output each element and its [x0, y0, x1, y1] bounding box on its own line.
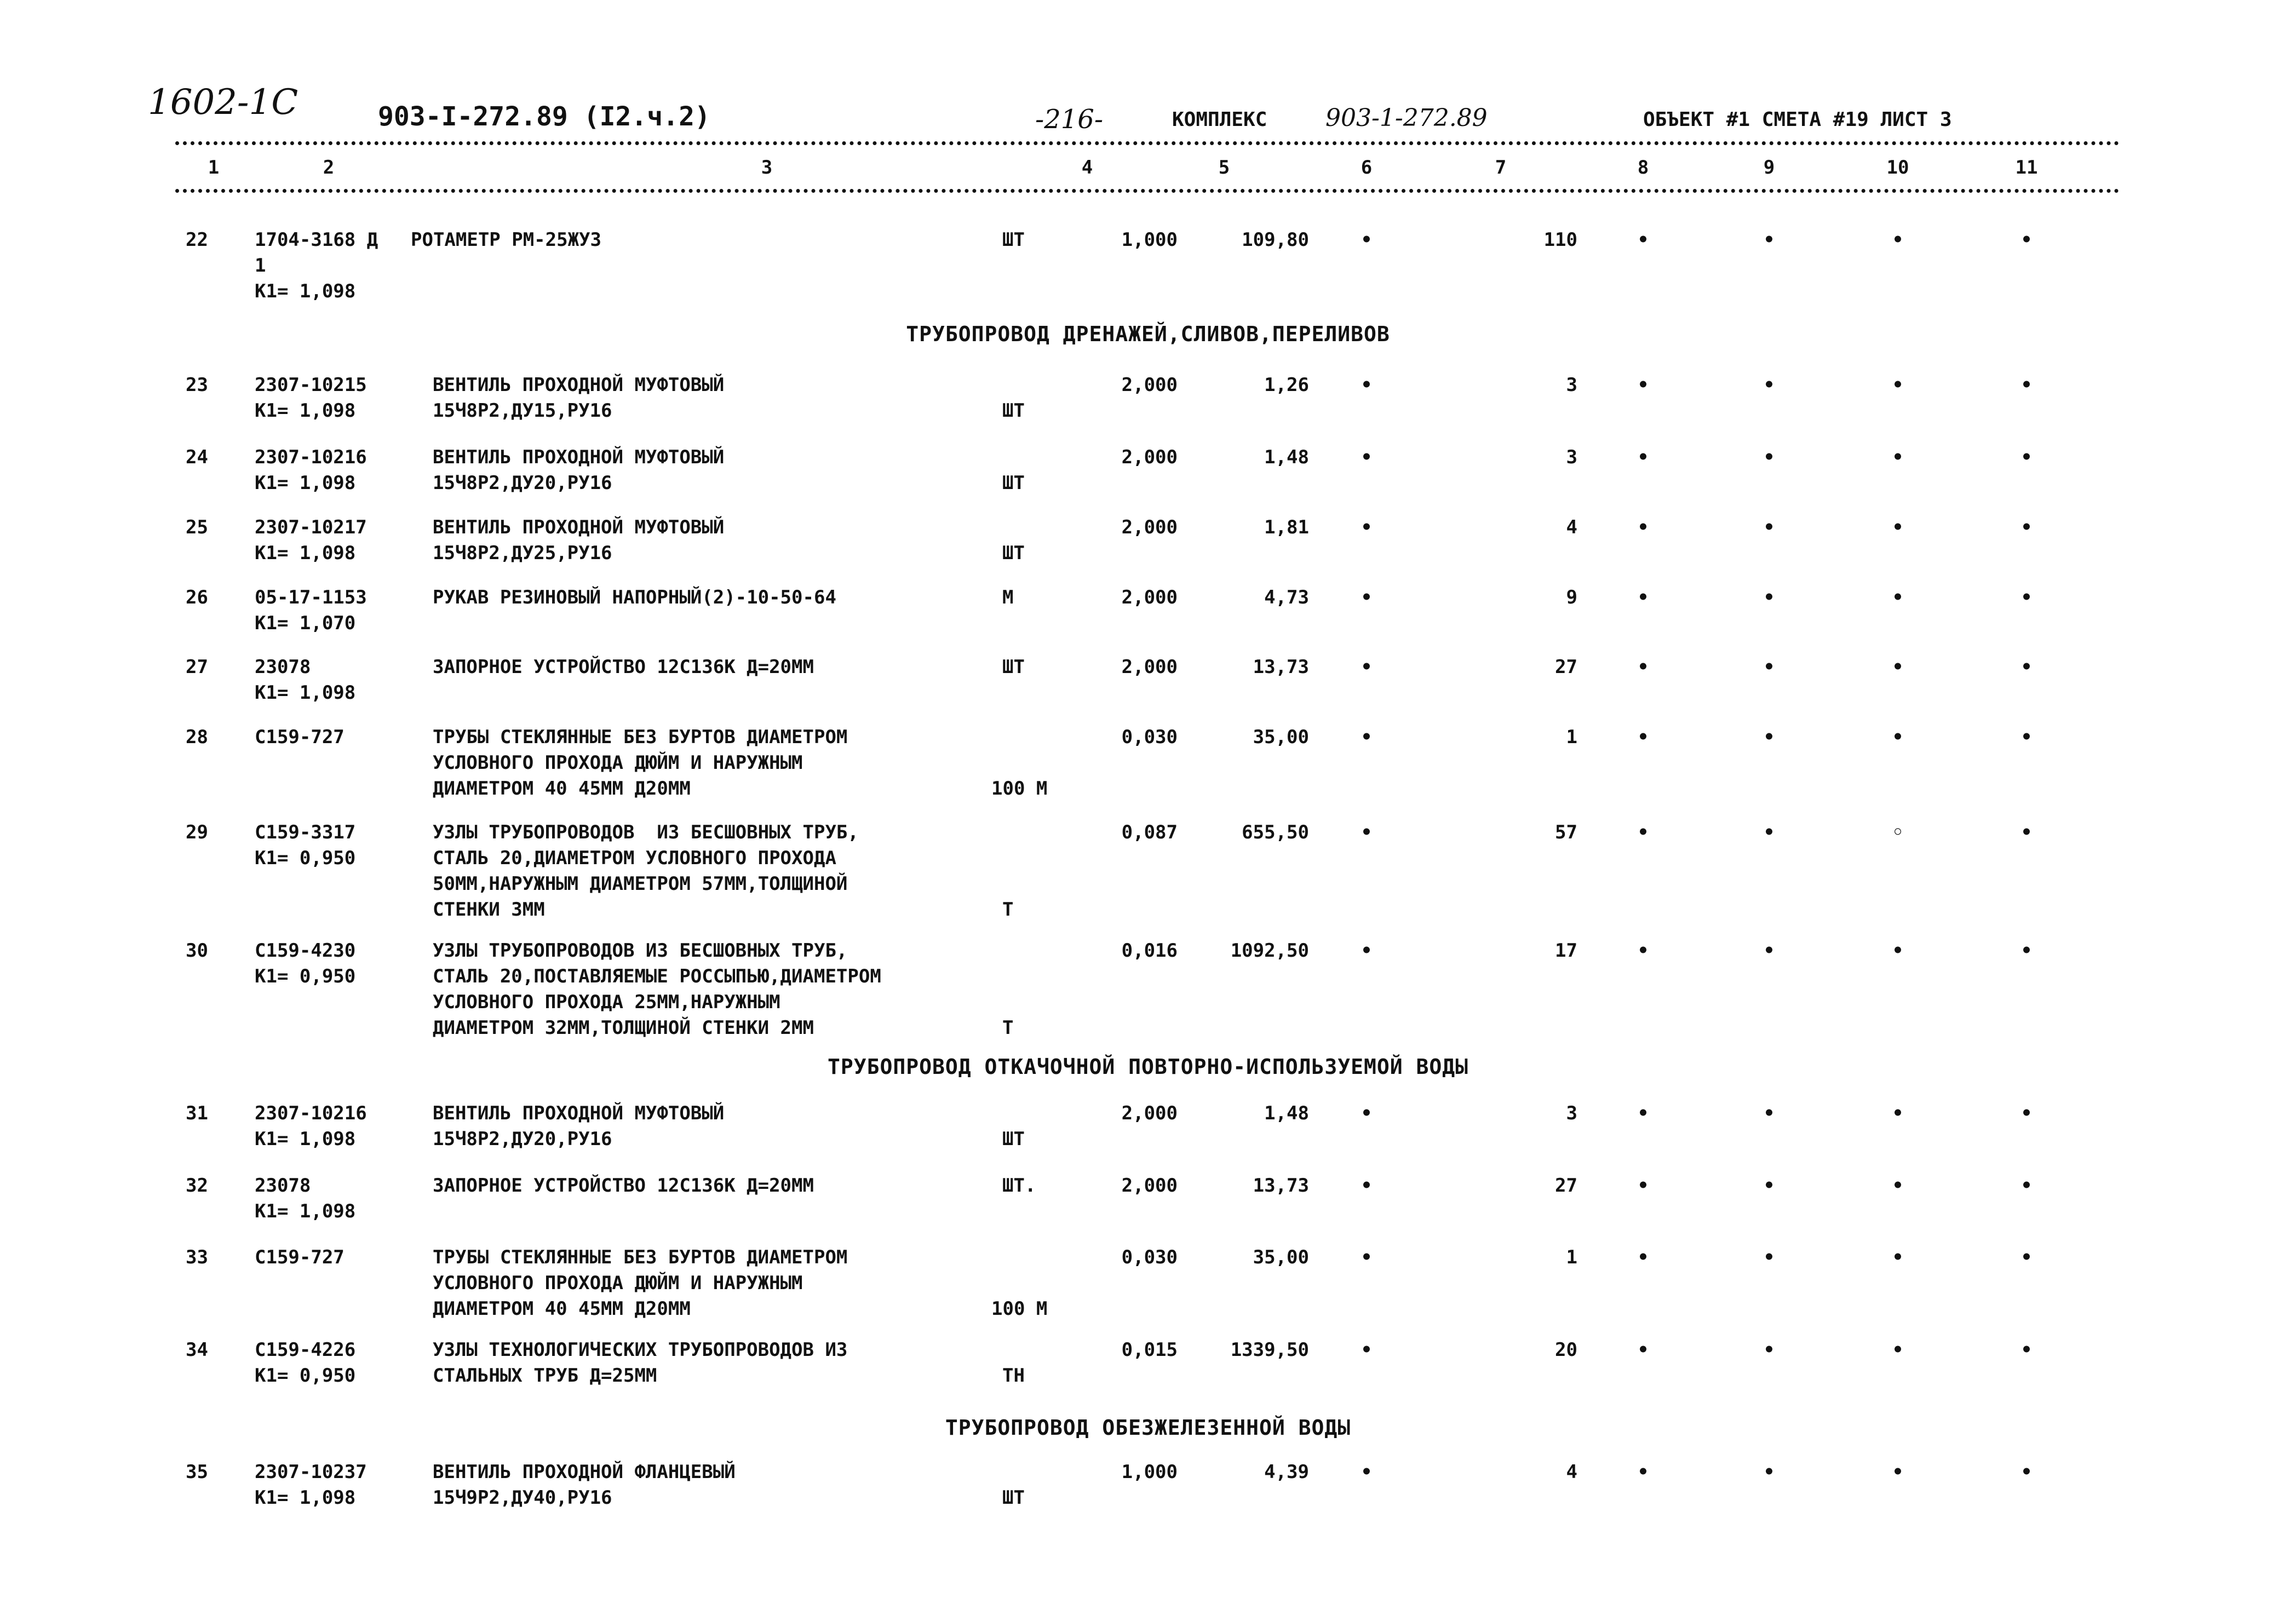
col-9-value: • — [1763, 1102, 1775, 1124]
description-line: ВЕНТИЛЬ ПРОХОДНОЙ МУФТОВЫЙ — [433, 446, 725, 468]
column-header: 8 — [1637, 157, 1649, 179]
position-code: 2307-10237 — [255, 1461, 367, 1483]
complex-code: 903-1-272.89 — [1325, 104, 1488, 132]
col-7-value: 3 — [1566, 1102, 1577, 1124]
col-7-value: 20 — [1555, 1339, 1577, 1361]
col-6-value: • — [1361, 1246, 1373, 1268]
position-code: С159-727 — [255, 726, 345, 748]
quantity: 1,000 — [1121, 229, 1178, 251]
coefficient: К1= 1,098 — [255, 280, 356, 302]
col-10-value: • — [1892, 1339, 1904, 1361]
col-6-value: • — [1361, 1461, 1373, 1483]
column-header: 5 — [1218, 157, 1230, 179]
unit: ШТ. — [1002, 1175, 1036, 1197]
document-code: 903-I-272.89 (I2.ч.2) — [378, 101, 710, 132]
quantity: 2,000 — [1121, 374, 1178, 396]
unit-price: 1,81 — [1264, 516, 1309, 538]
col-10-value: • — [1892, 656, 1904, 678]
col-10-value: • — [1892, 446, 1904, 468]
col-8-value: • — [1637, 446, 1649, 468]
position-code: 2307-10216 — [255, 446, 367, 468]
position-code: 2307-10216 — [255, 1102, 367, 1124]
unit-price: 4,73 — [1264, 587, 1309, 608]
unit: М — [1002, 587, 1014, 608]
col-9-value: • — [1763, 516, 1775, 538]
col-8-value: • — [1637, 1246, 1649, 1268]
col-11-value: • — [2021, 1102, 2033, 1124]
row-number: 31 — [186, 1102, 208, 1124]
col-6-value: • — [1361, 446, 1373, 468]
col-9-value: • — [1763, 656, 1775, 678]
column-header: 4 — [1081, 157, 1093, 179]
description-line: 15Ч8Р2,ДУ15,РУ16 — [433, 400, 612, 422]
description-line: УСЛОВНОГО ПРОХОДА ДЮЙМ И НАРУЖНЫМ — [433, 752, 803, 774]
col-8-value: • — [1637, 1102, 1649, 1124]
row-number: 22 — [186, 229, 208, 251]
col-8-value: • — [1637, 940, 1649, 962]
complex-label: КОМПЛЕКС — [1172, 108, 1267, 131]
unit: ШТ — [1002, 1487, 1025, 1509]
quantity: 2,000 — [1121, 516, 1178, 538]
coefficient: К1= 0,950 — [255, 847, 356, 869]
col-8-value: • — [1637, 656, 1649, 678]
column-header: 11 — [2015, 157, 2038, 179]
unit: ШТ — [1002, 656, 1025, 678]
header-rule-top — [175, 141, 2120, 145]
col-6-value: • — [1361, 1102, 1373, 1124]
col-10-value: • — [1892, 1175, 1904, 1197]
position-code: С159-3317 — [255, 821, 356, 843]
col-8-value: • — [1637, 587, 1649, 608]
position-code: 2307-10215 — [255, 374, 367, 396]
row-number: 24 — [186, 446, 208, 468]
col-10-value: ◦ — [1892, 821, 1904, 843]
description-line: СТЕНКИ 3ММ — [433, 899, 545, 921]
unit-price: 35,00 — [1253, 1246, 1309, 1268]
description-line: ВЕНТИЛЬ ПРОХОДНОЙ МУФТОВЫЙ — [433, 516, 725, 538]
col-11-value: • — [2021, 229, 2033, 251]
coefficient: К1= 0,950 — [255, 1365, 356, 1387]
description-line: 15Ч8Р2,ДУ20,РУ16 — [433, 472, 612, 494]
description-line: СТАЛЬНЫХ ТРУБ Д=25ММ — [433, 1365, 657, 1387]
section-heading-recycled-water: ТРУБОПРОВОД ОТКАЧОЧНОЙ ПОВТОРНО-ИСПОЛЬЗУЕМОЙ ВОДЫ — [827, 1055, 1469, 1079]
col-6-value: • — [1361, 587, 1373, 608]
unit-price: 13,73 — [1253, 1175, 1309, 1197]
description-line: УСЛОВНОГО ПРОХОДА 25ММ,НАРУЖНЫМ — [433, 991, 780, 1013]
col-10-value: • — [1892, 1102, 1904, 1124]
col-9-value: • — [1763, 940, 1775, 962]
description-line: УСЛОВНОГО ПРОХОДА ДЮЙМ И НАРУЖНЫМ — [433, 1272, 803, 1294]
coefficient: К1= 0,950 — [255, 965, 356, 987]
description-line: СТАЛЬ 20,ДИАМЕТРОМ УСЛОВНОГО ПРОХОДА — [433, 847, 836, 869]
col-9-value: • — [1763, 1246, 1775, 1268]
column-header: 6 — [1361, 157, 1373, 179]
coefficient: К1= 1,098 — [255, 472, 356, 494]
description-line: УЗЛЫ ТРУБОПРОВОДОВ ИЗ БЕСШОВНЫХ ТРУБ, — [433, 821, 859, 843]
row-number: 23 — [186, 374, 208, 396]
column-header: 7 — [1495, 157, 1507, 179]
unit-price: 1339,50 — [1230, 1339, 1309, 1361]
header-rule-bottom — [175, 189, 2120, 193]
quantity: 1,000 — [1121, 1461, 1178, 1483]
col-8-value: • — [1637, 821, 1649, 843]
position-code: 05-17-1153 — [255, 587, 367, 608]
description-line: СТАЛЬ 20,ПОСТАВЛЯЕМЫЕ РОССЫПЬЮ,ДИАМЕТРОМ — [433, 965, 881, 987]
unit-price: 4,39 — [1264, 1461, 1309, 1483]
unit: ТН — [1002, 1365, 1025, 1387]
col-8-value: • — [1637, 229, 1649, 251]
unit: ШТ — [1002, 542, 1025, 564]
col-9-value: • — [1763, 374, 1775, 396]
col-11-value: • — [2021, 587, 2033, 608]
position-code: 23078 — [255, 656, 311, 678]
col-11-value: • — [2021, 1461, 2033, 1483]
col-11-value: • — [2021, 446, 2033, 468]
column-header: 9 — [1763, 157, 1775, 179]
col-9-value: • — [1763, 821, 1775, 843]
description-line: 15Ч9Р2,ДУ40,РУ16 — [433, 1487, 612, 1509]
description-line: ВЕНТИЛЬ ПРОХОДНОЙ МУФТОВЫЙ — [433, 1102, 725, 1124]
section-heading-deironed-water: ТРУБОПРОВОД ОБЕЗЖЕЛЕЗЕННОЙ ВОДЫ — [945, 1416, 1351, 1440]
col-9-value: • — [1763, 446, 1775, 468]
col-7-value: 27 — [1555, 1175, 1577, 1197]
row-number: 28 — [186, 726, 208, 748]
col-11-value: • — [2021, 726, 2033, 748]
object-info: ОБЪЕКТ #1 СМЕТА #19 ЛИСТ 3 — [1643, 108, 1952, 131]
quantity: 2,000 — [1121, 587, 1178, 608]
column-header: 10 — [1886, 157, 1909, 179]
quantity: 2,000 — [1121, 1175, 1178, 1197]
description-line: ДИАМЕТРОМ 40 45ММ Д20ММ — [433, 778, 691, 800]
quantity: 0,030 — [1121, 726, 1178, 748]
position-code-extra: 1 — [255, 255, 266, 277]
quantity: 2,000 — [1121, 656, 1178, 678]
column-header: 3 — [761, 157, 773, 179]
unit: ШТ — [1002, 472, 1025, 494]
column-header: 2 — [323, 157, 335, 179]
col-6-value: • — [1361, 374, 1373, 396]
col-9-value: • — [1763, 1175, 1775, 1197]
col-9-value: • — [1763, 229, 1775, 251]
col-7-value: 110 — [1543, 229, 1577, 251]
unit-price: 1,26 — [1264, 374, 1309, 396]
quantity: 2,000 — [1121, 446, 1178, 468]
description-line: УЗЛЫ ТЕХНОЛОГИЧЕСКИХ ТРУБОПРОВОДОВ ИЗ — [433, 1339, 848, 1361]
col-11-value: • — [2021, 1339, 2033, 1361]
description-line: РОТАМЕТР РМ-25ЖУ3 — [411, 229, 601, 251]
col-7-value: 3 — [1566, 374, 1577, 396]
row-number: 32 — [186, 1175, 208, 1197]
col-11-value: • — [2021, 374, 2033, 396]
col-11-value: • — [2021, 1175, 2033, 1197]
col-6-value: • — [1361, 940, 1373, 962]
col-7-value: 1 — [1566, 1246, 1577, 1268]
row-number: 26 — [186, 587, 208, 608]
col-10-value: • — [1892, 516, 1904, 538]
col-10-value: • — [1892, 1461, 1904, 1483]
unit-price: 13,73 — [1253, 656, 1309, 678]
coefficient: К1= 1,098 — [255, 1487, 356, 1509]
unit-price: 1092,50 — [1230, 940, 1309, 962]
description-line: 50ММ,НАРУЖНЫМ ДИАМЕТРОМ 57ММ,ТОЛЩИНОЙ — [433, 873, 848, 895]
col-9-value: • — [1763, 587, 1775, 608]
col-7-value: 17 — [1555, 940, 1577, 962]
description-line: ДИАМЕТРОМ 32ММ,ТОЛЩИНОЙ СТЕНКИ 2ММ — [433, 1017, 814, 1039]
column-header: 1 — [208, 157, 220, 179]
col-9-value: • — [1763, 726, 1775, 748]
coefficient: К1= 1,098 — [255, 1200, 356, 1222]
quantity: 2,000 — [1121, 1102, 1178, 1124]
description-line: ЗАПОРНОЕ УСТРОЙСТВО 12С136К Д=20ММ — [433, 1175, 814, 1197]
unit: Т — [1002, 1017, 1014, 1039]
quantity: 0,087 — [1121, 821, 1178, 843]
description-line: ТРУБЫ СТЕКЛЯННЫЕ БЕЗ БУРТОВ ДИАМЕТРОМ — [433, 726, 848, 748]
col-7-value: 4 — [1566, 516, 1577, 538]
unit: ШТ — [1002, 229, 1025, 251]
description-line: 15Ч8Р2,ДУ20,РУ16 — [433, 1128, 612, 1150]
col-10-value: • — [1892, 726, 1904, 748]
row-number: 33 — [186, 1246, 208, 1268]
description-line: РУКАВ РЕЗИНОВЫЙ НАПОРНЫЙ(2)-10-50-64 — [433, 587, 836, 608]
row-number: 34 — [186, 1339, 208, 1361]
quantity: 0,016 — [1121, 940, 1178, 962]
row-number: 35 — [186, 1461, 208, 1483]
col-7-value: 1 — [1566, 726, 1577, 748]
col-6-value: • — [1361, 726, 1373, 748]
position-code: 1704-3168 Д — [255, 229, 378, 251]
unit: 100 М — [991, 778, 1048, 800]
coefficient: К1= 1,098 — [255, 682, 356, 704]
row-number: 27 — [186, 656, 208, 678]
col-8-value: • — [1637, 726, 1649, 748]
coefficient: К1= 1,098 — [255, 542, 356, 564]
quantity: 0,015 — [1121, 1339, 1178, 1361]
col-6-value: • — [1361, 516, 1373, 538]
col-8-value: • — [1637, 1175, 1649, 1197]
col-7-value: 4 — [1566, 1461, 1577, 1483]
description-line: УЗЛЫ ТРУБОПРОВОДОВ ИЗ БЕСШОВНЫХ ТРУБ, — [433, 940, 848, 962]
position-code: 2307-10217 — [255, 516, 367, 538]
quantity: 0,030 — [1121, 1246, 1178, 1268]
handwritten-code: 1602-1С — [148, 82, 299, 123]
description-line: ТРУБЫ СТЕКЛЯННЫЕ БЕЗ БУРТОВ ДИАМЕТРОМ — [433, 1246, 848, 1268]
unit-price: 655,50 — [1242, 821, 1309, 843]
coefficient: К1= 1,070 — [255, 612, 356, 634]
col-7-value: 3 — [1566, 446, 1577, 468]
col-9-value: • — [1763, 1339, 1775, 1361]
col-11-value: • — [2021, 516, 2033, 538]
unit-price: 35,00 — [1253, 726, 1309, 748]
position-code: С159-727 — [255, 1246, 345, 1268]
description-line: ВЕНТИЛЬ ПРОХОДНОЙ ФЛАНЦЕВЫЙ — [433, 1461, 736, 1483]
unit-price: 1,48 — [1264, 446, 1309, 468]
col-8-value: • — [1637, 516, 1649, 538]
col-6-value: • — [1361, 1339, 1373, 1361]
col-8-value: • — [1637, 1461, 1649, 1483]
coefficient: К1= 1,098 — [255, 400, 356, 422]
col-11-value: • — [2021, 821, 2033, 843]
col-10-value: • — [1892, 229, 1904, 251]
unit: 100 М — [991, 1298, 1048, 1320]
unit: ШТ — [1002, 400, 1025, 422]
col-11-value: • — [2021, 1246, 2033, 1268]
unit-price: 109,80 — [1242, 229, 1309, 251]
description-line: ДИАМЕТРОМ 40 45ММ Д20ММ — [433, 1298, 691, 1320]
position-code: С159-4230 — [255, 940, 356, 962]
unit: Т — [1002, 899, 1014, 921]
col-6-value: • — [1361, 229, 1373, 251]
col-7-value: 57 — [1555, 821, 1577, 843]
col-7-value: 27 — [1555, 656, 1577, 678]
col-10-value: • — [1892, 940, 1904, 962]
col-6-value: • — [1361, 656, 1373, 678]
col-9-value: • — [1763, 1461, 1775, 1483]
col-6-value: • — [1361, 821, 1373, 843]
col-6-value: • — [1361, 1175, 1373, 1197]
description-line: ВЕНТИЛЬ ПРОХОДНОЙ МУФТОВЫЙ — [433, 374, 725, 396]
col-11-value: • — [2021, 656, 2033, 678]
row-number: 29 — [186, 821, 208, 843]
col-8-value: • — [1637, 1339, 1649, 1361]
position-code: 23078 — [255, 1175, 311, 1197]
col-7-value: 9 — [1566, 587, 1577, 608]
unit: ШТ — [1002, 1128, 1025, 1150]
position-code: С159-4226 — [255, 1339, 356, 1361]
coefficient: К1= 1,098 — [255, 1128, 356, 1150]
section-heading-drainage: ТРУБОПРОВОД ДРЕНАЖЕЙ,СЛИВОВ,ПЕРЕЛИВОВ — [906, 322, 1390, 346]
col-11-value: • — [2021, 940, 2033, 962]
col-8-value: • — [1637, 374, 1649, 396]
col-10-value: • — [1892, 374, 1904, 396]
page-number: -216- — [1035, 104, 1104, 135]
unit-price: 1,48 — [1264, 1102, 1309, 1124]
row-number: 25 — [186, 516, 208, 538]
description-line: ЗАПОРНОЕ УСТРОЙСТВО 12С136К Д=20ММ — [433, 656, 814, 678]
col-10-value: • — [1892, 587, 1904, 608]
description-line: 15Ч8Р2,ДУ25,РУ16 — [433, 542, 612, 564]
row-number: 30 — [186, 940, 208, 962]
col-10-value: • — [1892, 1246, 1904, 1268]
